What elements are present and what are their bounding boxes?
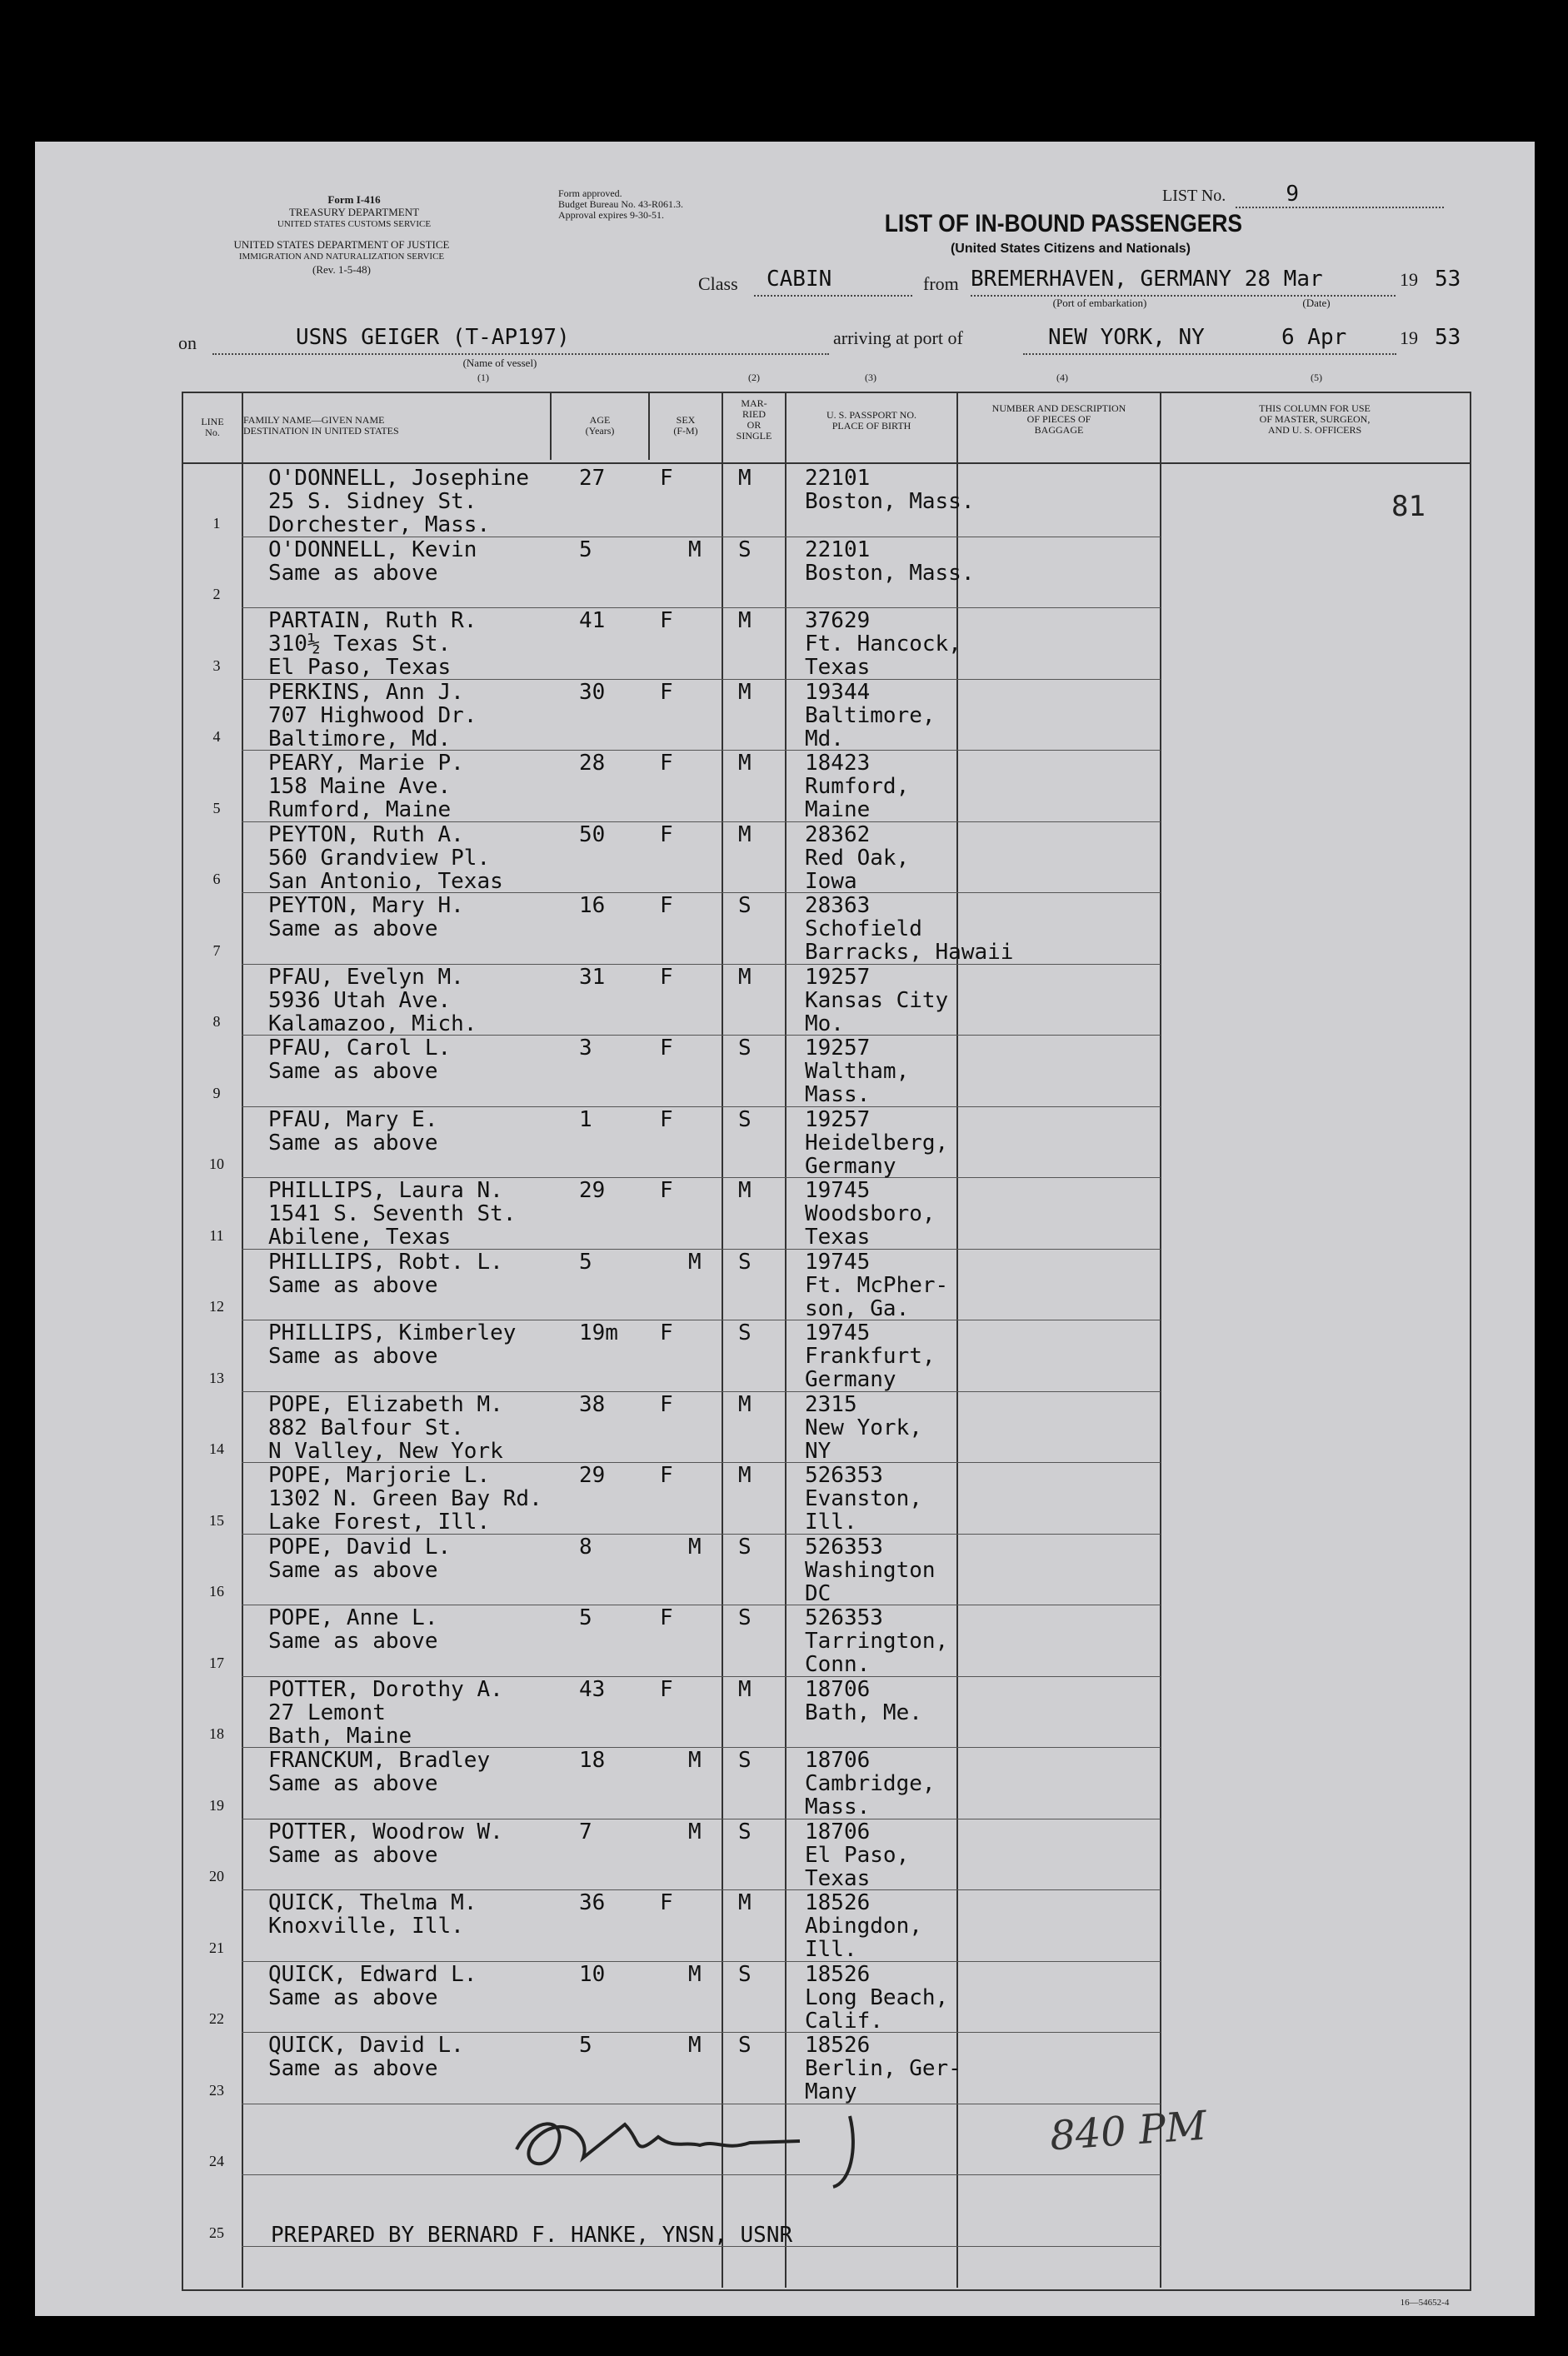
passport-number: 18706 xyxy=(805,1819,871,1844)
line-number: 16 xyxy=(209,1583,224,1600)
place-of-birth: Ill. xyxy=(805,1937,857,1962)
line-number: 19 xyxy=(209,1796,224,1814)
port-caption: (Port of embarkation) xyxy=(1052,297,1147,309)
passenger-address: Same as above xyxy=(268,1272,438,1298)
handwritten-time: 840 PM xyxy=(1048,2102,1209,2160)
place-of-birth: New York, xyxy=(805,1415,922,1440)
passenger-age: 31 xyxy=(579,964,606,990)
marital-status: S xyxy=(738,1534,752,1560)
class-field xyxy=(754,267,912,297)
passenger-sex: M xyxy=(688,1748,702,1773)
marital-status: M xyxy=(738,1178,752,1203)
marital-status: M xyxy=(738,964,752,990)
passenger-name: PFAU, Carol L. xyxy=(268,1036,452,1061)
place-of-birth: Boston, Mass. xyxy=(805,560,975,586)
passenger-age: 19m xyxy=(579,1320,618,1345)
passenger-address: El Paso, Texas xyxy=(268,655,452,680)
passport-number: 18706 xyxy=(805,1748,871,1773)
passport-number: 18423 xyxy=(805,751,871,776)
list-no-field xyxy=(1236,182,1444,208)
passenger-address: 1541 S. Seventh St. xyxy=(268,1201,517,1226)
passenger-address: Same as above xyxy=(268,1557,438,1583)
passenger-sex: M xyxy=(688,537,702,562)
passport-number: 19344 xyxy=(805,679,871,705)
passport-number: 28362 xyxy=(805,821,871,847)
marital-status: M xyxy=(738,821,752,847)
passenger-sex: F xyxy=(660,1605,673,1630)
place-of-birth: Baltimore, xyxy=(805,702,936,728)
passenger-address: 310½ Texas St. xyxy=(268,631,452,656)
col-num-4: (4) xyxy=(1056,372,1068,383)
passenger-age: 16 xyxy=(579,893,606,918)
place-of-birth: Bath, Me. xyxy=(805,1700,922,1725)
place-of-birth: Germany xyxy=(805,1367,896,1392)
place-of-birth: Texas xyxy=(805,1865,871,1891)
place-of-birth: Schofield xyxy=(805,916,922,941)
marital-status: S xyxy=(738,1819,752,1844)
arrival-year-prefix: 19 xyxy=(1400,327,1418,348)
prepared-by: PREPARED BY BERNARD F. HANKE, YNSN, USNR xyxy=(271,2223,793,2248)
col-header-line-1: LINE xyxy=(201,416,224,427)
line-number: 11 xyxy=(209,1226,224,1244)
passport-number: 19745 xyxy=(805,1178,871,1203)
approval-expires: Approval expires 9-30-51. xyxy=(558,209,664,221)
from-label: from xyxy=(923,273,959,294)
list-number xyxy=(1162,182,1471,208)
place-of-birth: Frankfurt, xyxy=(805,1344,936,1369)
passenger-name: PHILLIPS, Kimberley xyxy=(268,1320,517,1345)
passenger-age: 8 xyxy=(579,1534,592,1560)
col-header-officers-3: AND U. S. OFFICERS xyxy=(1267,424,1362,436)
place-of-birth: Cambridge, xyxy=(805,1771,936,1796)
place-of-birth: Conn. xyxy=(805,1652,871,1677)
col-header-name-1: FAMILY NAME—GIVEN NAME xyxy=(243,414,385,426)
on-label: on xyxy=(178,332,197,353)
passenger-age: 7 xyxy=(579,1819,592,1844)
place-of-birth: Mo. xyxy=(805,1011,844,1036)
line-number: 25 xyxy=(209,2224,224,2241)
col-header-baggage xyxy=(958,403,1160,436)
passenger-name: O'DONNELL, Kevin xyxy=(268,537,477,562)
line-number: 1 xyxy=(212,514,221,532)
vessel-caption: (Name of vessel) xyxy=(462,357,537,369)
place-of-birth: Washington xyxy=(805,1557,936,1583)
col-header-line xyxy=(183,417,242,438)
passenger-sex: F xyxy=(660,1106,673,1132)
passenger-address: Same as above xyxy=(268,1629,438,1654)
vessel-field xyxy=(212,325,829,355)
place-of-birth: Ft. Hancock, xyxy=(805,631,961,656)
line-number: 24 xyxy=(209,2153,224,2169)
passenger-sex: F xyxy=(660,1676,673,1702)
col-header-officers xyxy=(1161,403,1468,436)
passenger-age: 36 xyxy=(579,1890,606,1915)
passenger-name: QUICK, Thelma M. xyxy=(268,1890,477,1915)
place-of-birth: Many xyxy=(805,2079,857,2104)
form-id-block xyxy=(242,193,467,231)
passenger-name: PEYTON, Ruth A. xyxy=(268,821,464,847)
line-number: 10 xyxy=(209,1156,224,1172)
passenger-sex: M xyxy=(688,1961,702,1987)
passport-number: 18526 xyxy=(805,1961,871,1987)
passenger-sex: F xyxy=(660,893,673,918)
place-of-birth: Mass. xyxy=(805,1082,871,1107)
passenger-address: Bath, Maine xyxy=(268,1723,412,1749)
passenger-name: POPE, Anne L. xyxy=(268,1605,438,1630)
passenger-age: 38 xyxy=(579,1391,606,1417)
passenger-age: 29 xyxy=(579,1463,606,1488)
list-no-label: LIST No. xyxy=(1162,187,1226,205)
passenger-address: 5936 Utah Ave. xyxy=(268,987,452,1013)
passenger-sex: F xyxy=(660,751,673,776)
approval-block xyxy=(558,188,758,221)
passenger-address: Kalamazoo, Mich. xyxy=(268,1011,477,1036)
line-number: 23 xyxy=(209,2081,224,2099)
passenger-address: Same as above xyxy=(268,1771,438,1796)
passenger-sex: F xyxy=(660,1036,673,1061)
line-number: 9 xyxy=(212,1084,221,1101)
marital-status: S xyxy=(738,1605,752,1630)
passenger-age: 28 xyxy=(579,751,606,776)
line-number: 22 xyxy=(209,2010,224,2027)
passenger-sex: F xyxy=(660,608,673,633)
col-header-passport xyxy=(786,410,956,432)
passenger-address: 25 S. Sidney St. xyxy=(268,489,477,514)
marital-status: M xyxy=(738,608,752,633)
col-header-baggage-1: NUMBER AND DESCRIPTION xyxy=(991,402,1126,414)
marital-status: S xyxy=(738,1748,752,1773)
col-divider xyxy=(550,393,552,460)
passenger-name: PERKINS, Ann J. xyxy=(268,679,464,705)
col-header-officers-2: OF MASTER, SURGEON, xyxy=(1259,413,1371,425)
place-of-birth: Heidelberg, xyxy=(805,1130,949,1156)
line-number: 5 xyxy=(212,799,221,816)
place-of-birth: Barracks, Hawaii xyxy=(805,940,1014,965)
justice-block xyxy=(175,238,508,276)
from-value: BREMERHAVEN, GERMANY 28 Mar xyxy=(971,267,1323,292)
passenger-address: Dorchester, Mass. xyxy=(268,512,491,537)
passenger-address: Knoxville, Ill. xyxy=(268,1914,464,1939)
passenger-address: Same as above xyxy=(268,916,438,941)
passenger-name: PFAU, Mary E. xyxy=(268,1106,438,1132)
passenger-address: Same as above xyxy=(268,1059,438,1084)
arriving-label: arriving at port of xyxy=(833,327,963,348)
line-number: 15 xyxy=(209,1511,224,1529)
col-divider xyxy=(785,393,786,2288)
passenger-name: PEYTON, Mary H. xyxy=(268,893,464,918)
passenger-address: Same as above xyxy=(268,2056,438,2081)
col-divider xyxy=(956,393,958,2288)
line-number: 12 xyxy=(209,1298,224,1315)
line-number: 8 xyxy=(212,1013,221,1030)
form-approved: Form approved. xyxy=(558,187,622,199)
passenger-age: 5 xyxy=(579,537,592,562)
col-header-sex-1: SEX xyxy=(676,414,696,426)
passport-number: 526353 xyxy=(805,1605,883,1630)
place-of-birth: Ft. McPher- xyxy=(805,1272,949,1298)
col-num-1: (1) xyxy=(477,372,489,383)
marital-status: M xyxy=(738,679,752,705)
passport-number: 37629 xyxy=(805,608,871,633)
passport-number: 19745 xyxy=(805,1320,871,1345)
marital-status: M xyxy=(738,1391,752,1417)
passenger-address: Same as above xyxy=(268,560,438,586)
passenger-name: POTTER, Dorothy A. xyxy=(268,1676,503,1702)
place-of-birth: Berlin, Ger- xyxy=(805,2056,961,2081)
passenger-sex: M xyxy=(688,1249,702,1275)
passenger-sex: F xyxy=(660,1890,673,1915)
line-number: 13 xyxy=(209,1369,224,1386)
footer-code: 16—54652-4 xyxy=(1400,2298,1450,2308)
place-of-birth: NY xyxy=(805,1438,831,1464)
passport-number: 28363 xyxy=(805,893,871,918)
passenger-age: 29 xyxy=(579,1178,606,1203)
customs-service: UNITED STATES CUSTOMS SERVICE xyxy=(277,219,432,229)
from-field xyxy=(971,267,1396,297)
place-of-birth: Germany xyxy=(805,1153,896,1179)
passenger-sex: F xyxy=(660,1391,673,1417)
passenger-name: QUICK, David L. xyxy=(268,2033,464,2058)
arrival-port: NEW YORK, NY xyxy=(1048,325,1205,350)
col-header-passport-1: U. S. PASSPORT NO. xyxy=(826,409,916,421)
passport-number: 18526 xyxy=(805,1890,871,1915)
passenger-name: PARTAIN, Ruth R. xyxy=(268,608,477,633)
passenger-sex: F xyxy=(660,679,673,705)
passenger-address: Abilene, Texas xyxy=(268,1225,452,1250)
place-of-birth: Abingdon, xyxy=(805,1914,922,1939)
place-of-birth: Red Oak, xyxy=(805,845,910,871)
date-caption: (Date) xyxy=(1302,297,1331,309)
passenger-sex: M xyxy=(688,1819,702,1844)
col-header-officers-1: THIS COLUMN FOR USE xyxy=(1259,402,1371,414)
place-of-birth: Ill. xyxy=(805,1510,857,1535)
marital-status: S xyxy=(738,1036,752,1061)
col-divider xyxy=(242,393,243,2288)
revision: (Rev. 1-5-48) xyxy=(312,263,371,276)
col-header-married-3: OR xyxy=(747,419,762,431)
passenger-age: 30 xyxy=(579,679,606,705)
col-divider xyxy=(722,393,723,2288)
passenger-age: 3 xyxy=(579,1036,592,1061)
col-header-age xyxy=(554,415,646,437)
line-number: 6 xyxy=(212,871,221,887)
place-of-birth: Calif. xyxy=(805,2008,883,2034)
from-year: 53 xyxy=(1435,267,1461,292)
line-number: 7 xyxy=(212,941,221,959)
col-header-name-2: DESTINATION IN UNITED STATES xyxy=(243,425,399,437)
line-number: 14 xyxy=(209,1440,224,1457)
passenger-age: 1 xyxy=(579,1106,592,1132)
col-header-name xyxy=(243,415,468,437)
arrival-date: 6 Apr xyxy=(1281,325,1347,350)
passenger-sex: F xyxy=(660,821,673,847)
passenger-sex: M xyxy=(688,2033,702,2058)
place-of-birth: Boston, Mass. xyxy=(805,489,975,514)
passenger-name: PHILLIPS, Robt. L. xyxy=(268,1249,503,1275)
table-header-rule xyxy=(182,462,1470,464)
col-num-3: (3) xyxy=(865,372,876,383)
passenger-age: 5 xyxy=(579,2033,592,2058)
passenger-address: 882 Balfour St. xyxy=(268,1415,464,1440)
col-header-sex xyxy=(650,415,722,437)
col-header-age-2: (Years) xyxy=(585,425,615,437)
place-of-birth: DC xyxy=(805,1580,831,1606)
passenger-name: O'DONNELL, Josephine xyxy=(268,466,530,491)
place-of-birth: Md. xyxy=(805,726,844,751)
signature-scribble xyxy=(500,2099,933,2191)
col-header-line-2: No. xyxy=(205,427,220,438)
passport-number: 19257 xyxy=(805,1106,871,1132)
arrival-year: 53 xyxy=(1435,325,1461,350)
marital-status: S xyxy=(738,1961,752,1987)
place-of-birth: Kansas City xyxy=(805,987,949,1013)
marital-status: M xyxy=(738,1676,752,1702)
passenger-sex: F xyxy=(660,1463,673,1488)
passport-number: 19257 xyxy=(805,964,871,990)
ins-service: IMMIGRATION AND NATURALIZATION SERVICE xyxy=(238,252,445,262)
passenger-name: PEARY, Marie P. xyxy=(268,751,464,776)
passenger-age: 10 xyxy=(579,1961,606,1987)
col-header-married-2: RIED xyxy=(742,408,766,420)
place-of-birth: Tarrington, xyxy=(805,1629,949,1654)
passenger-address: 158 Maine Ave. xyxy=(268,774,452,799)
line-number: 2 xyxy=(212,586,221,602)
line-number: 20 xyxy=(209,1868,224,1884)
passport-number: 18706 xyxy=(805,1676,871,1702)
place-of-birth: Texas xyxy=(805,1225,871,1250)
passenger-age: 27 xyxy=(579,466,606,491)
marital-status: S xyxy=(738,1320,752,1345)
marital-status: M xyxy=(738,751,752,776)
passenger-sex: F xyxy=(660,466,673,491)
place-of-birth: Iowa xyxy=(805,868,857,894)
passenger-address: San Antonio, Texas xyxy=(268,868,503,894)
passenger-address: Same as above xyxy=(268,1842,438,1868)
passenger-name: POPE, Marjorie L. xyxy=(268,1463,491,1488)
passenger-address: Same as above xyxy=(268,1344,438,1369)
place-of-birth: Texas xyxy=(805,655,871,680)
budget-bureau: Budget Bureau No. 43-R061.3. xyxy=(558,198,683,210)
passenger-address: 27 Lemont xyxy=(268,1700,386,1725)
line-number: 21 xyxy=(209,1939,224,1956)
marital-status: S xyxy=(738,893,752,918)
place-of-birth: son, Ga. xyxy=(805,1295,910,1321)
passenger-name: FRANCKUM, Bradley xyxy=(268,1748,491,1773)
passenger-age: 5 xyxy=(579,1249,592,1275)
passenger-name: PFAU, Evelyn M. xyxy=(268,964,464,990)
passport-number: 22101 xyxy=(805,537,871,562)
place-of-birth: Evanston, xyxy=(805,1486,922,1511)
col-num-5: (5) xyxy=(1311,372,1322,383)
col-header-passport-2: PLACE OF BIRTH xyxy=(831,420,911,432)
passenger-age: 43 xyxy=(579,1676,606,1702)
passenger-age: 41 xyxy=(579,608,606,633)
marital-status: S xyxy=(738,1106,752,1132)
col-header-age-1: AGE xyxy=(589,414,611,426)
passenger-address: Rumford, Maine xyxy=(268,797,452,822)
line-number: 4 xyxy=(212,728,221,745)
col-header-sex-2: (F-M) xyxy=(673,425,698,437)
line-number: 18 xyxy=(209,1725,224,1742)
col-header-baggage-3: BAGGAGE xyxy=(1034,424,1084,436)
passenger-address: Same as above xyxy=(268,1130,438,1156)
col-divider xyxy=(1160,393,1161,2288)
from-year-prefix: 19 xyxy=(1400,269,1418,290)
passenger-sex: F xyxy=(660,1178,673,1203)
line-number: 3 xyxy=(212,656,221,674)
passport-number: 19257 xyxy=(805,1036,871,1061)
marital-status: S xyxy=(738,1249,752,1275)
place-of-birth: El Paso, xyxy=(805,1842,910,1868)
passenger-name: POPE, David L. xyxy=(268,1534,452,1560)
treasury-dept: TREASURY DEPARTMENT xyxy=(288,206,420,218)
class-label: Class xyxy=(698,273,738,294)
passenger-sex: F xyxy=(660,1320,673,1345)
place-of-birth: Maine xyxy=(805,797,871,822)
class-value: CABIN xyxy=(767,267,832,292)
col-header-baggage-2: OF PIECES OF xyxy=(1026,413,1091,425)
col-num-2: (2) xyxy=(748,372,760,383)
passenger-name: POPE, Elizabeth M. xyxy=(268,1391,503,1417)
col-header-married-4: SINGLE xyxy=(736,430,772,442)
passport-number: 2315 xyxy=(805,1391,857,1417)
justice-dept: UNITED STATES DEPARTMENT OF JUSTICE xyxy=(233,238,450,251)
marital-status: S xyxy=(738,2033,752,2058)
place-of-birth: Long Beach, xyxy=(805,1984,949,2010)
place-of-birth: Rumford, xyxy=(805,774,910,799)
marital-status: M xyxy=(738,466,752,491)
passport-number: 19745 xyxy=(805,1249,871,1275)
passenger-age: 18 xyxy=(579,1748,606,1773)
officer-note: 81 xyxy=(1391,490,1426,523)
passenger-address: Lake Forest, Ill. xyxy=(268,1510,491,1535)
col-header-married-1: MAR- xyxy=(741,397,767,409)
passenger-address: 707 Highwood Dr. xyxy=(268,702,477,728)
passenger-address: 560 Grandview Pl. xyxy=(268,845,491,871)
page-subtitle: (United States Citizens and Nationals) xyxy=(950,242,1191,256)
place-of-birth: Woodsboro, xyxy=(805,1201,936,1226)
passport-number: 18526 xyxy=(805,2033,871,2058)
form-number: Form I-416 xyxy=(327,193,381,206)
marital-status: M xyxy=(738,1890,752,1915)
passenger-name: PHILLIPS, Laura N. xyxy=(268,1178,503,1203)
col-header-married xyxy=(723,398,785,442)
passenger-name: POTTER, Woodrow W. xyxy=(268,1819,503,1844)
passenger-address: Same as above xyxy=(268,1984,438,2010)
passport-number: 22101 xyxy=(805,466,871,491)
passenger-age: 50 xyxy=(579,821,606,847)
passenger-address: Baltimore, Md. xyxy=(268,726,452,751)
place-of-birth: Mass. xyxy=(805,1794,871,1819)
arrival-port-field xyxy=(1023,325,1396,355)
passenger-address: N Valley, New York xyxy=(268,1438,503,1464)
place-of-birth: Waltham, xyxy=(805,1059,910,1084)
marital-status: S xyxy=(738,537,752,562)
passenger-sex: M xyxy=(688,1534,702,1560)
passenger-address: 1302 N. Green Bay Rd. xyxy=(268,1486,542,1511)
page-title: LIST OF IN-BOUND PASSENGERS xyxy=(884,210,1243,237)
passport-number: 526353 xyxy=(805,1463,883,1488)
passenger-age: 5 xyxy=(579,1605,592,1630)
line-number: 17 xyxy=(209,1654,224,1671)
marital-status: M xyxy=(738,1463,752,1488)
list-no-value: 9 xyxy=(1286,182,1299,207)
passenger-sex: F xyxy=(660,964,673,990)
passenger-name: QUICK, Edward L. xyxy=(268,1961,477,1987)
vessel-name: USNS GEIGER (T-AP197) xyxy=(296,325,570,350)
passport-number: 526353 xyxy=(805,1534,883,1560)
